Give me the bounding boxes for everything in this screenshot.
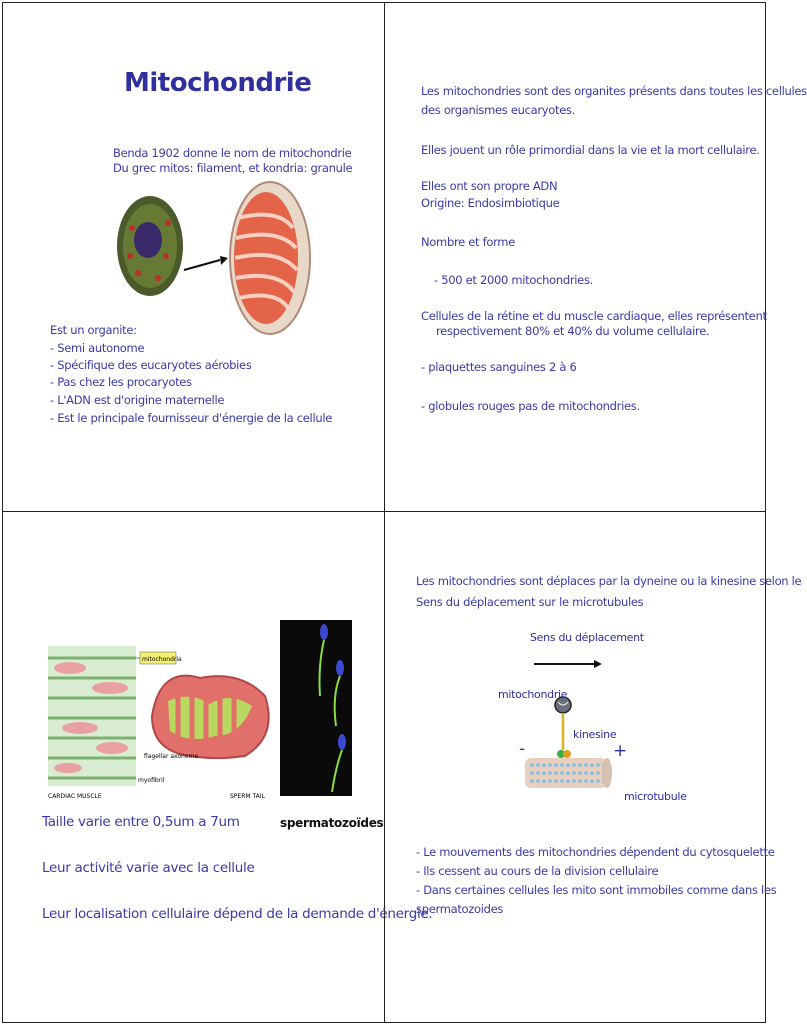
slide1-list-item: - Pas chez les procaryotes: [50, 375, 192, 389]
minus-end-label: -: [519, 739, 525, 759]
slide2-text: Cellules de la rétine et du muscle cardiaque, elles représentent: [421, 309, 767, 323]
spermatozoa-micrograph: [280, 620, 352, 796]
slide2-text: Elles ont son propre ADN: [421, 179, 558, 193]
microtubule-icon: [525, 758, 612, 788]
label-microtubule: microtubule: [624, 790, 687, 803]
mitochondria-illustration: [108, 178, 318, 338]
slide3-text: Taille varie entre 0,5um a 7um: [42, 814, 240, 830]
label-flagellar-axoneme: flagellar axoneme: [144, 753, 199, 760]
label-sperm-tail: SPERM TAIL: [230, 793, 265, 800]
slide4-bullet: - Le mouvements des mitochondries dépendent du cytosquelette: [416, 845, 775, 859]
cell-illustration: [117, 196, 183, 296]
slide1-list-head: Est un organite:: [50, 323, 137, 337]
label-kinesine: kinesine: [573, 728, 617, 741]
vertical-divider: [384, 2, 385, 1023]
plus-end-label: +: [613, 741, 627, 761]
slide1-list-item: - Spécifique des eucaryotes aérobies: [50, 358, 252, 372]
slide1-intro-line: Du grec mitos: filament, et kondria: granule: [113, 161, 353, 175]
slide4-intro: Les mitochondries sont déplaces par la dyneine ou la kinesine selon le: [416, 574, 802, 588]
slide2-text: Nombre et forme: [421, 235, 515, 249]
slide2-text: - globules rouges pas de mitochondries.: [421, 399, 640, 413]
spermatozoa-caption: spermatozoïdes: [280, 816, 384, 830]
slide1-list-item: - L'ADN est d'origine maternelle: [50, 393, 225, 407]
slide4-bullet: - Ils cessent au cours de la division cellulaire: [416, 864, 659, 878]
arrow-icon: [184, 260, 220, 270]
slide4-bullet: - Dans certaines cellules les mito sont immobiles comme dans les: [416, 883, 777, 897]
slide2-text: respectivement 80% et 40% du volume cellulaire.: [436, 324, 710, 338]
slide2-text: - plaquettes sanguines 2 à 6: [421, 360, 577, 374]
label-direction: Sens du déplacement: [530, 631, 644, 644]
slide3-text: Leur localisation cellulaire dépend de la demande d'énergie.: [42, 906, 433, 922]
slide2-text: - 500 et 2000 mitochondries.: [434, 273, 593, 287]
slide2-text: Les mitochondries sont des organites présents dans toutes les cellules: [421, 84, 807, 98]
label-mitochondria: mitochondria: [142, 656, 182, 663]
slide4-intro: Sens du déplacement sur le microtubules: [416, 595, 644, 609]
mitochondria-figure: [40, 596, 360, 806]
slide2-text: des organismes eucaryotes.: [421, 103, 576, 117]
label-cardiac-muscle: CARDIAC MUSCLE: [48, 793, 102, 800]
mitochondrion-cutaway: [230, 182, 310, 334]
label-mitochondrie: mitochondrie: [498, 688, 568, 701]
cardiac-muscle-illustration: [48, 646, 136, 786]
slide2-text: Elles jouent un rôle primordial dans la vie et la mort cellulaire.: [421, 143, 760, 157]
slide4-bullet: spermatozoides: [416, 902, 504, 916]
slide1-intro-line: Benda 1902 donne le nom de mitochondrie: [113, 146, 352, 160]
slide1-list-item: - Semi autonome: [50, 341, 145, 355]
slide1-list-item: - Est le principale fournisseur d'énergie de la cellule: [50, 411, 332, 425]
kinesin-motor-icon: [557, 713, 571, 758]
slide1-title: Mitochondrie: [124, 68, 312, 98]
slide3-text: Leur activité varie avec la cellule: [42, 860, 255, 876]
horizontal-divider: [2, 511, 766, 512]
slide2-text: Origine: Endosimbiotique: [421, 196, 560, 210]
mitochondrion-3d-illustration: [152, 676, 269, 758]
label-myofibril: myofibril: [138, 777, 165, 784]
